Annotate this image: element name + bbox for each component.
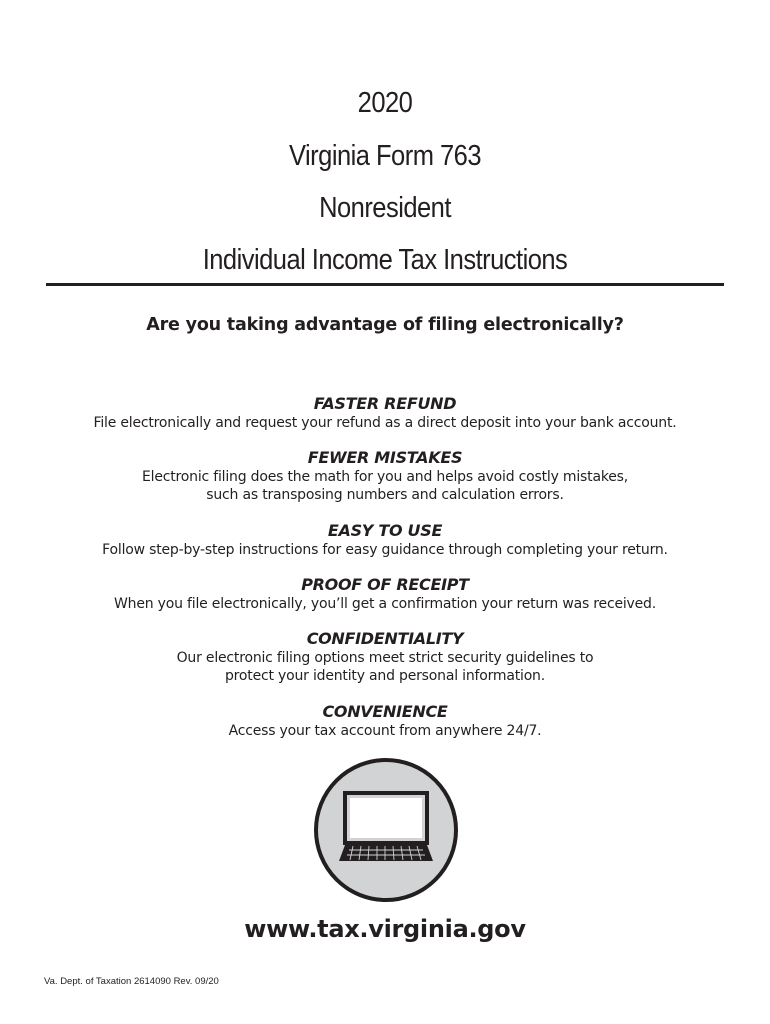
benefit-text: such as transposing numbers and calculation errors.	[206, 487, 564, 503]
benefit-text: When you file electronically, you’ll get a confirmation your return was received.	[114, 596, 656, 612]
benefit-heading: FEWER MISTAKES	[307, 448, 463, 467]
benefit-faster-refund	[0, 394, 770, 432]
benefit-text: Electronic filing does the math for you and helps avoid costly mistakes,	[142, 469, 628, 485]
benefit-text: Our electronic filing options meet strict security guidelines to	[176, 650, 594, 666]
efile-question: Are you taking advantage of filing electronically?	[146, 315, 624, 335]
benefit-convenience	[0, 702, 770, 740]
benefit-heading: FASTER REFUND	[313, 394, 457, 413]
laptop-icon	[313, 757, 459, 903]
title-divider	[46, 283, 724, 286]
benefit-text: protect your identity and personal information.	[225, 668, 545, 684]
benefit-heading: CONFIDENTIALITY	[306, 629, 464, 648]
benefit-text: Follow step-by-step instructions for easy guidance through completing your return.	[102, 542, 668, 558]
website-link[interactable]: www.tax.virginia.gov	[244, 915, 526, 943]
benefit-heading: EASY TO USE	[327, 521, 443, 540]
residency-type: Nonresident	[319, 192, 451, 224]
document-year: 2020	[357, 87, 413, 119]
benefit-fewer-mistakes	[0, 448, 770, 504]
form-footer-code: Va. Dept. of Taxation 2614090 Rev. 09/20	[44, 976, 219, 987]
benefit-proof-of-receipt	[0, 575, 770, 613]
form-name: Virginia Form 763	[289, 140, 481, 172]
benefit-text: File electronically and request your refund as a direct deposit into your bank account.	[93, 415, 677, 431]
benefit-text: Access your tax account from anywhere 24/7.	[228, 723, 542, 739]
benefit-heading: PROOF OF RECEIPT	[301, 575, 469, 594]
benefit-confidentiality	[0, 629, 770, 685]
benefit-heading: CONVENIENCE	[322, 702, 448, 721]
document-title: Individual Income Tax Instructions	[202, 244, 568, 276]
benefit-easy-to-use	[0, 521, 770, 559]
